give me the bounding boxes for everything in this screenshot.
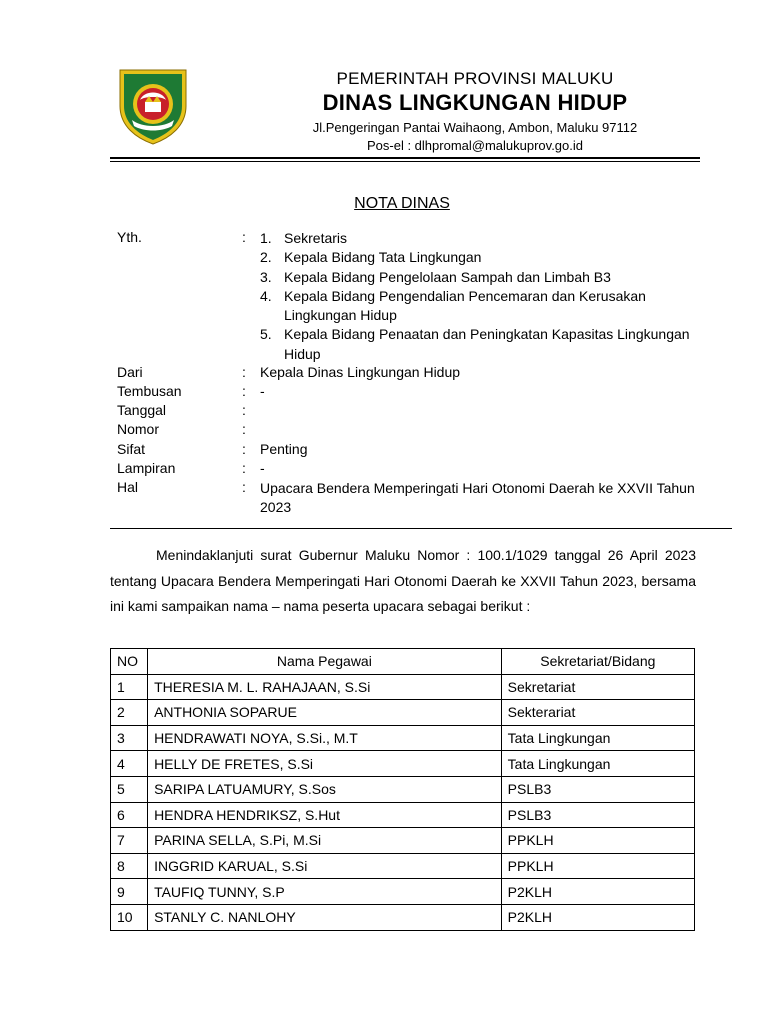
table-row: 2 ANTHONIA SOPARUE Sekterariat <box>111 700 695 726</box>
maluku-province-emblem <box>118 66 188 146</box>
table-row: 1 THERESIA M. L. RAHAJAAN, S.Si Sekretariat <box>111 674 695 700</box>
agency-address: Jl.Pengeringan Pantai Waihaong, Ambon, Maluku 97112 <box>312 120 638 135</box>
sifat-label: Sifat <box>117 441 146 457</box>
hal-colon: : <box>242 479 246 495</box>
recipient-item: 2. Kepala Bidang Tata Lingkungan <box>260 249 482 266</box>
header-bidang: Sekretariat/Bidang <box>501 649 694 675</box>
table-row: 6 HENDRA HENDRIKSZ, S.Hut PSLB3 <box>111 802 695 828</box>
lampiran-label: Lampiran <box>117 460 176 476</box>
tembusan-colon: : <box>242 383 246 399</box>
participant-table <box>110 648 695 931</box>
sifat-value: Penting <box>260 441 308 457</box>
table-row: 8 INGGRID KARUAL, S.Si PPKLH <box>111 853 695 879</box>
recipient-item: 1. Sekretaris <box>260 230 348 246</box>
recipient-item: 4. Kepala Bidang Pengendalian Pencemaran dan Kerusakan Lingkungan Hidup <box>260 287 646 324</box>
dari-label: Dari <box>117 364 143 380</box>
nomor-colon: : <box>242 421 246 437</box>
table-row: 9 TAUFIQ TUNNY, S.P P2KLH <box>111 879 695 905</box>
tembusan-label: Tembusan <box>117 383 182 399</box>
tanggal-label: Tanggal <box>117 402 167 418</box>
body-paragraph: Menindaklanjuti surat Gubernur Maluku Nomor : 100.1/1029 tanggal 26 April 2023 tentang Upacara Bendera Memperingati Hari Otonomi Daerah ke XXVII Tahun 2023, bersama ini kami sampaikan nama – nama peserta upacara sebagai berikut : <box>110 547 696 614</box>
recipient-list <box>260 229 700 364</box>
header-no: NO <box>111 649 148 675</box>
dari-value: Kepala Dinas Lingkungan Hidup <box>260 364 461 380</box>
table-row: 4 HELLY DE FRETES, S.Si Tata Lingkungan <box>111 751 695 777</box>
header-divider <box>110 157 700 159</box>
table-row: 5 SARIPA LATUAMURY, S.Sos PSLB3 <box>111 776 695 802</box>
yth-label: Yth. <box>117 229 142 245</box>
nomor-label: Nomor <box>117 421 160 437</box>
lampiran-colon: : <box>242 460 246 476</box>
agency-name: DINAS LINGKUNGAN HIDUP <box>322 90 628 115</box>
table-header-row <box>111 649 695 675</box>
table-row: 7 PARINA SELLA, S.Pi, M.Si PPKLH <box>111 828 695 854</box>
tanggal-colon: : <box>242 402 246 418</box>
section-divider <box>110 528 732 529</box>
government-name: PEMERINTAH PROVINSI MALUKU <box>336 69 614 88</box>
table-row: 10 STANLY C. NANLOHY P2KLH <box>111 904 695 930</box>
yth-colon: : <box>242 229 246 245</box>
hal-value: Upacara Bendera Memperingati Hari Otonomi Daerah ke XXVII Tahun 2023 <box>260 480 695 515</box>
hal-label: Hal <box>117 479 139 495</box>
table-row: 3 HENDRAWATI NOYA, S.Si., M.T Tata Lingkungan <box>111 725 695 751</box>
document-title: NOTA DINAS <box>354 195 450 212</box>
header-divider-thin <box>110 161 700 162</box>
sifat-colon: : <box>242 441 246 457</box>
recipient-item: 5. Kepala Bidang Penaatan dan Peningkatan Kapasitas Lingkungan Hidup <box>260 326 690 362</box>
dari-colon: : <box>242 364 246 380</box>
recipient-item: 3. Kepala Bidang Pengelolaan Sampah dan Limbah B3 <box>260 268 611 285</box>
header-nama: Nama Pegawai <box>148 649 502 675</box>
tembusan-value: - <box>260 383 265 399</box>
agency-email: Pos-el : dlhpromal@malukuprov.go.id <box>367 138 583 153</box>
lampiran-value: - <box>260 460 265 476</box>
